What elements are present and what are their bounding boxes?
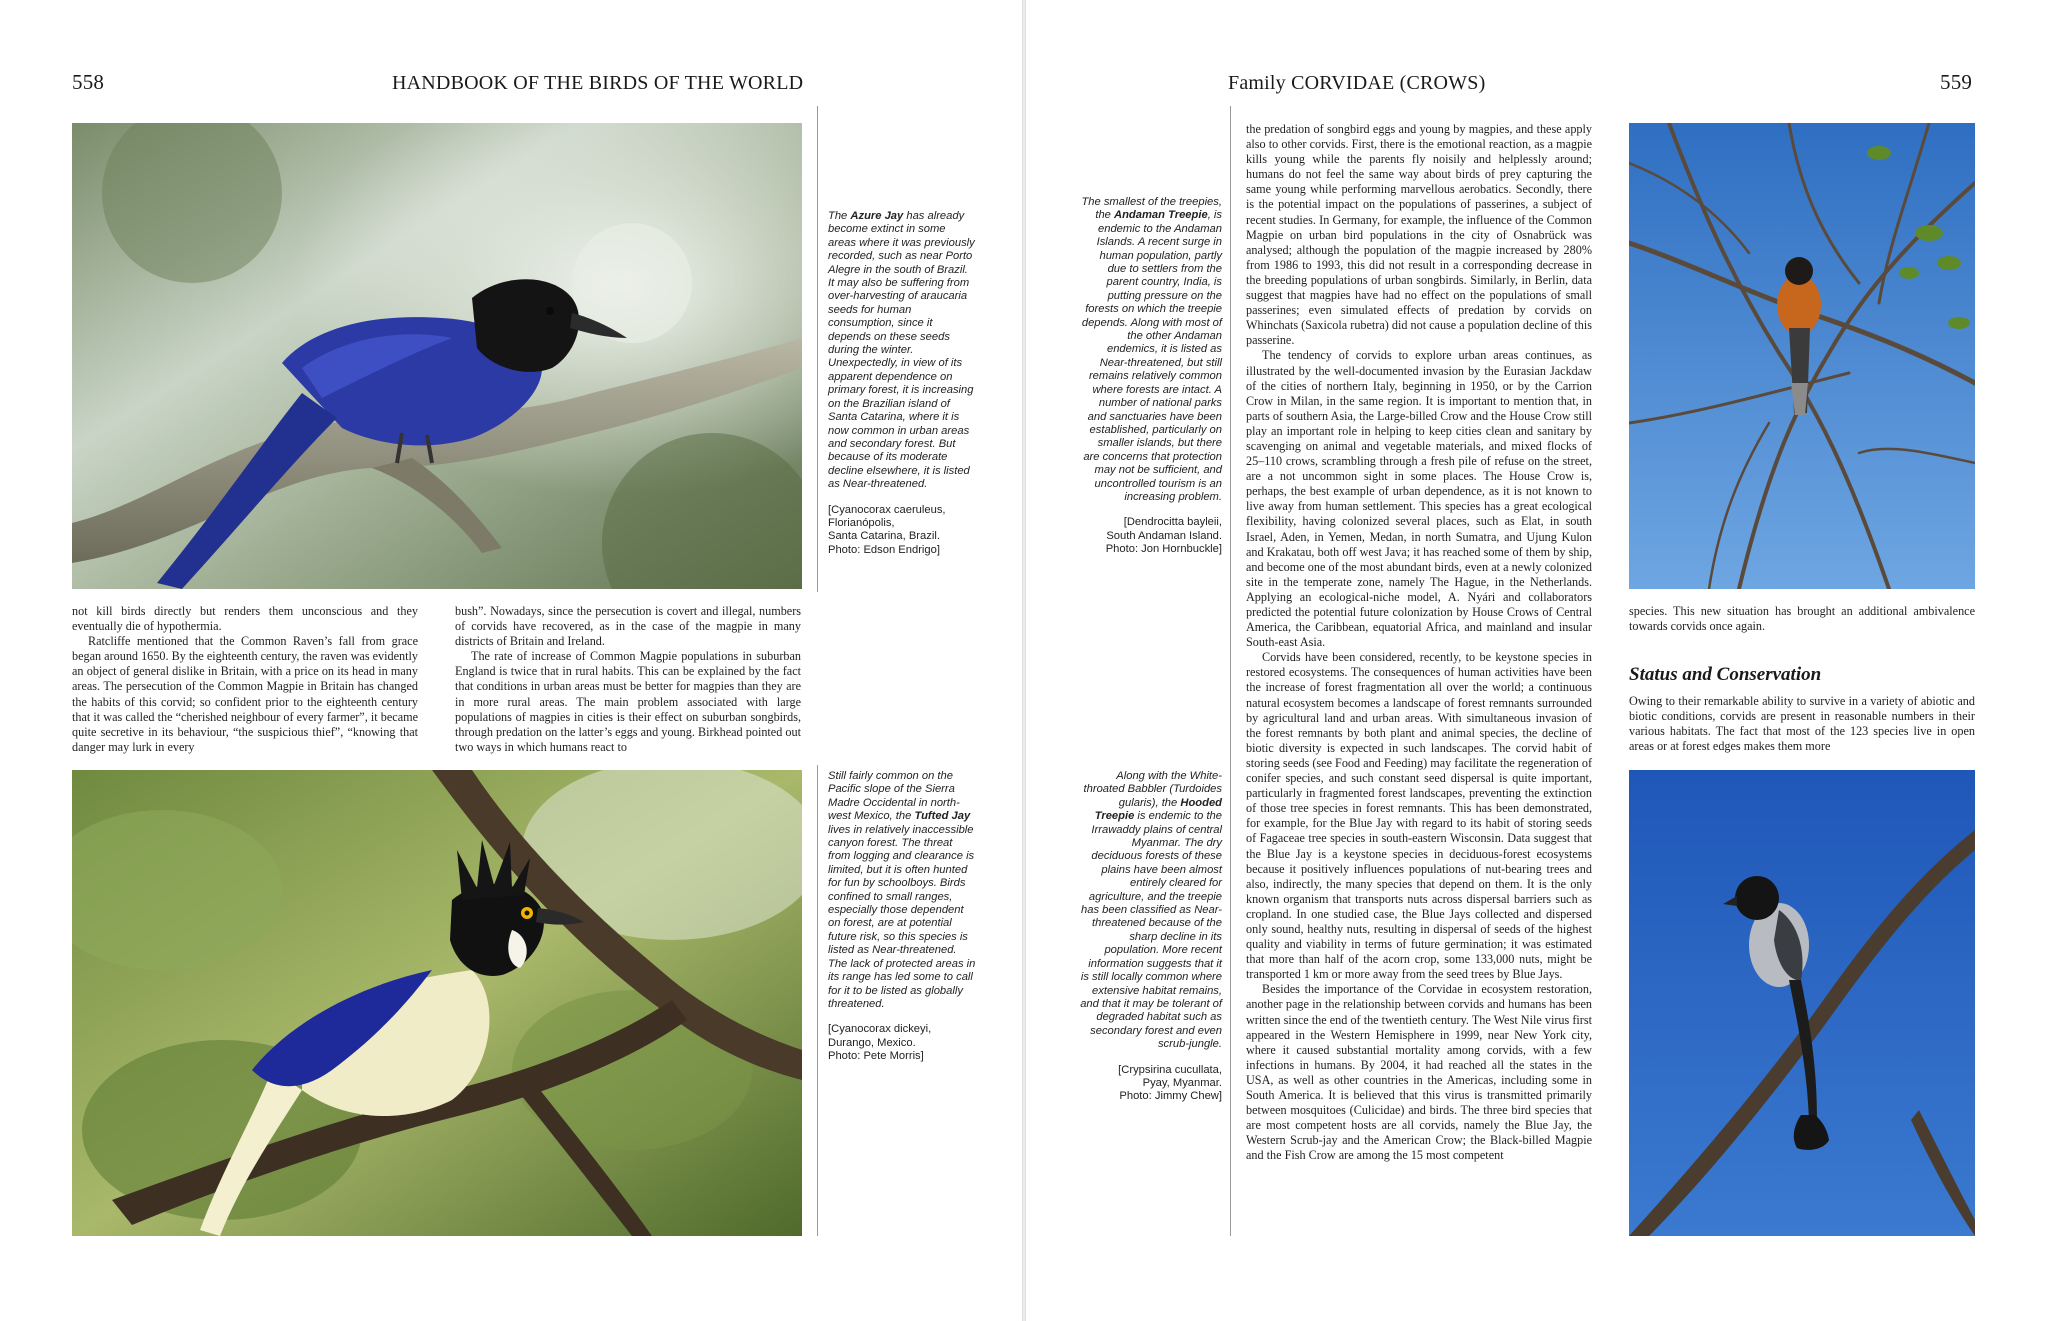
paragraph: Besides the importance of the Corvidae in ecosystem restoration, another page in the relationship between corvids and humans has been written since the end of the twentieth century. The West Nile virus first appeared in the Western Hemisphere in 1999, near New York city, where it caused substantial mortality among corvids, with a few infections in humans. By 2004, it had reached all the states in the USA, as well as other countries in the Americas, including some in South America. It is believed that this virus is transmitted primarily between mosquitoes (Culicidae) and birds. The three bird species that are most competent hosts are all corvids, namely the Blue Jay, the Western Scrub-jay and the American Crow; the Black-billed Magpie and the Fish Crow are among the 15 most competent (1246, 982, 1592, 1163)
body-side-text-2 (1629, 694, 1975, 754)
paragraph: species. This new situation has brought an additional ambivalence towards corvids once again. (1629, 604, 1975, 634)
photo-tufted-jay (72, 770, 802, 1236)
photo-credit: [Dendrocitta bayleii, South Andaman Island. Photo: Jon Hornbuckle] (1105, 516, 1222, 556)
paragraph: Ratcliffe mentioned that the Common Raven’s fall from grace began around 1650. By the eighteenth century, the raven was evidently an object of general dislike in Britain, with a price on its head in many areas. The persecution of the Common Magpie in Britain has changed the habits of this corvid; so confident prior to the eighteenth century that it was called the “cherished neighbour of every farmer”, it became quite secretive in its behaviour, “the suspicious thief”, “knowing that danger may lurk in every (72, 634, 418, 754)
species-name: Tufted Jay (914, 810, 971, 823)
body-column-2 (455, 604, 801, 755)
caption-hooded-treepie: Along with the White-throated Babbler (Turdoides gularis), the Hooded Treepie is endemic to the Irrawaddy plains of central Myanmar. The dry deciduous forests of these plains have been almost entirely cleared for agriculture, and the treepie has been classified as Near-threatened because of the sharp decline in its population. More recent information suggests that it is still locally common where extensive habitat remains, and that it may be tolerant of degraded habitat such as secondary forest and even scrub-jungle. [Crypsirina cucullata, Pyay, Myanmar. Photo: Jimmy Chew] (1080, 770, 1222, 1103)
left-page (0, 0, 1022, 1321)
photo-andaman-treepie (1629, 123, 1975, 589)
body-main-column (1246, 122, 1592, 1163)
species-name: Andaman Treepie (1114, 209, 1208, 222)
column-rule-right (1230, 106, 1231, 1236)
caption-tufted-jay: Still fairly common on the Pacific slope of the Sierra Madre Occidental in north-west Mexico, the Tufted Jay lives in relatively inaccessible canyon forest. The threat from logging and clearance is limited, but it is often hunted for fun by schoolboys. Birds confined to small ranges, especially those dependent on forest, are at potential future risk, so this species is listed as Near-threatened. The lack of protected areas in its range has led some to call for it to be listed as globally threatened. [Cyanocorax dickeyi, Durango, Mexico. Photo: Pete Morris] (828, 770, 976, 1063)
page-number-left: 558 (72, 70, 105, 94)
paragraph: Corvids have been considered, recently, to be keystone species in restored ecosystems. The consequences of human activities have been the increase of forest fragmentation all over the world; a continuous natural ecosystem becomes a landscape of forest remnants surrounded by agricultural land and urban areas. With simultaneous invasion of the forest remnants by both plant and animal species, the decline of biotic diversity is expected in such landscapes. The corvid habit of storing seeds (see Food and Feeding) may facilitate the regeneration of conifer species, and such constant seed dispersal is quite important, particularly in fragmented forest landscapes, preventing the extinction of those tree species in forest remnants. This has been demonstrated, for example, for the Blue Jay with regard to its habit of storing seeds of Fagaceae tree species in south-eastern Wisconsin. Data suggest that the Blue Jay is a keystone species in deciduous-forest ecosystems because it positively influences populations of nut-bearing trees and also, indirectly, the many species that depend on them. It is the only known organism that transports nuts across dispersal barriers such as cropland. In one studied case, the Blue Jays collected and dispersed only sound, healthy nuts, resulting in dispersal of seeds of the highest quality and viability in terms of future germination; it was estimated that more than half of the acorn crop, some 133,000 nuts, might be transported 1 km or more away from the seed trees by Blue Jays. (1246, 650, 1592, 982)
body-side-text-1 (1629, 604, 1975, 634)
running-header-left: HANDBOOK OF THE BIRDS OF THE WORLD (392, 72, 804, 94)
paragraph: The rate of increase of Common Magpie populations in suburban England is twice that in rural habits. This can be explained by the fact that conditions in urban areas must be better for magpies than they are in more rural areas. The main problem associated with large populations of magpies in cities is their effect on suburban songbirds, through predation on the latter’s eggs and young. Birkhead pointed out two ways in which humans react to (455, 649, 801, 754)
caption-andaman-treepie: The smallest of the treepies, the Andaman Treepie, is endemic to the Andaman Islands. A recent surge in human population, partly due to settlers from the parent country, India, is putting pressure on the forests on which the treepie depends. Along with most of the other Andaman endemics, it is listed as Near-threatened, but still remains relatively common where forests are intact. A number of national parks and sanctuaries have been established, particularly on smaller islands, but there are concerns that protection may not be sufficient, and uncontrolled tourism is an increasing problem. [Dendrocitta bayleii, South Andaman Island. Photo: Jon Hornbuckle] (1081, 196, 1222, 556)
photo-credit: [Crypsirina cucullata, Pyay, Myanmar. Photo: Jimmy Chew] (1118, 1063, 1222, 1103)
photo-azure-jay (72, 123, 802, 589)
paragraph: not kill birds directly but renders them unconscious and they eventually die of hypothermia. (72, 604, 418, 634)
section-title: Status and Conservation (1629, 664, 1822, 685)
paragraph: The tendency of corvids to explore urban areas continues, as illustrated by the well-documented invasion by the Eurasian Jackdaw of the cities of northern Italy, beginning in 1950, or by the Carrion Crow in Milan, in the same region. It is important to mention that, in parts of southern Asia, the Large-billed Crow and the House Crow still play an important role in helping to keep cities clean and sanitary by scavenging on animal and vegetable materials, and mixed flocks of 25–110 crows, scrambling through a fresh pile of refuse on the street, are a not uncommon sight in some places. The House Crow is, perhaps, the best example of urban dependence, as it is not known to live away from human settlement. This species has a great ecological flexibility, having colonized several places, such as Elat, in south Israel, Aden, in Yemen, Medan, in north Sumatra, and Ujung Kulon and Krakatau, both off west Java; it has reached some of them by ship, and become one of the most abundant birds, even at a newly colonized site in the temperate zone, namely The Hague, in the Netherlands. Applying an ecological-niche model, A. Nyári and collaborators predicted the potential future colonization by House Crows of Central America, the Caribbean, equatorial Africa, and mainland and insular South-east Asia. (1246, 348, 1592, 650)
photo-credit: [Cyanocorax caeruleus, Florianópolis, Santa Catarina, Brazil. Photo: Edson Endrigo] (828, 503, 946, 556)
photo-hooded-treepie (1629, 770, 1975, 1236)
right-page (1026, 0, 2048, 1321)
column-rule-left-top (817, 106, 818, 592)
species-name: Azure Jay (850, 210, 904, 222)
paragraph: bush”. Nowadays, since the persecution is covert and illegal, numbers of corvids have recovered, as in the case of the magpie in many districts of Britain and Ireland. (455, 604, 801, 649)
species-name: Hooded Treepie (1094, 796, 1222, 823)
paragraph: the predation of songbird eggs and young by magpies, and these apply also to other corvids. First, there is the emotional reaction, as a magpie kills young while the parents fly noisily and helplessly around; humans do not feel the same way about birds of prey capturing the same young while performing marvellous aerobatics. Secondly, there is the potential impact on the populations of passerines, a subject of recent studies. In Germany, for example, the influence of the Common Magpie on urban bird populations in the city of Osnabrück was analysed; although the population of the magpie increased by 280% from 1986 to 1993, this did not result in a corresponding decrease in the breeding populations of urban songbirds. Similarly, in Berlin, data suggest that magpies have had no effect on the populations of small passerines; even simulated effects of predation by corvids on Whinchats (Saxicola rubetra) did not cause a population decline of this passerine. (1246, 122, 1592, 348)
body-column-1 (72, 604, 418, 755)
running-header-right: Family CORVIDAE (CROWS) (1228, 72, 1486, 94)
photo-credit: [Cyanocorax dickeyi, Durango, Mexico. Photo: Pete Morris] (828, 1023, 932, 1063)
column-rule-left-bottom (817, 765, 818, 1236)
page-number-right: 559 (1940, 70, 1973, 94)
paragraph: Owing to their remarkable ability to survive in a variety of abiotic and biotic conditions, corvids are present in reasonable numbers in their various habitats. The fact that most of the 123 species live in open areas or at forest edges makes them more (1629, 694, 1975, 754)
caption-azure-jay: The Azure Jay has already become extinct in some areas where it was previously recorded, such as near Porto Alegre in the south of Brazil. It may also be suffering from over-harvesting of araucaria seeds for human consumption, since it depends on these seeds during the winter. Unexpectedly, in view of its apparent dependence on primary forest, it is increasing on the Brazilian island of Santa Catarina, where it is now common in urban areas and secondary forest. But because of its moderate decline elsewhere, it is listed as Near-threatened. [Cyanocorax caeruleus, Florianópolis, Santa Catarina, Brazil. Photo: Edson Endrigo] (828, 210, 975, 556)
